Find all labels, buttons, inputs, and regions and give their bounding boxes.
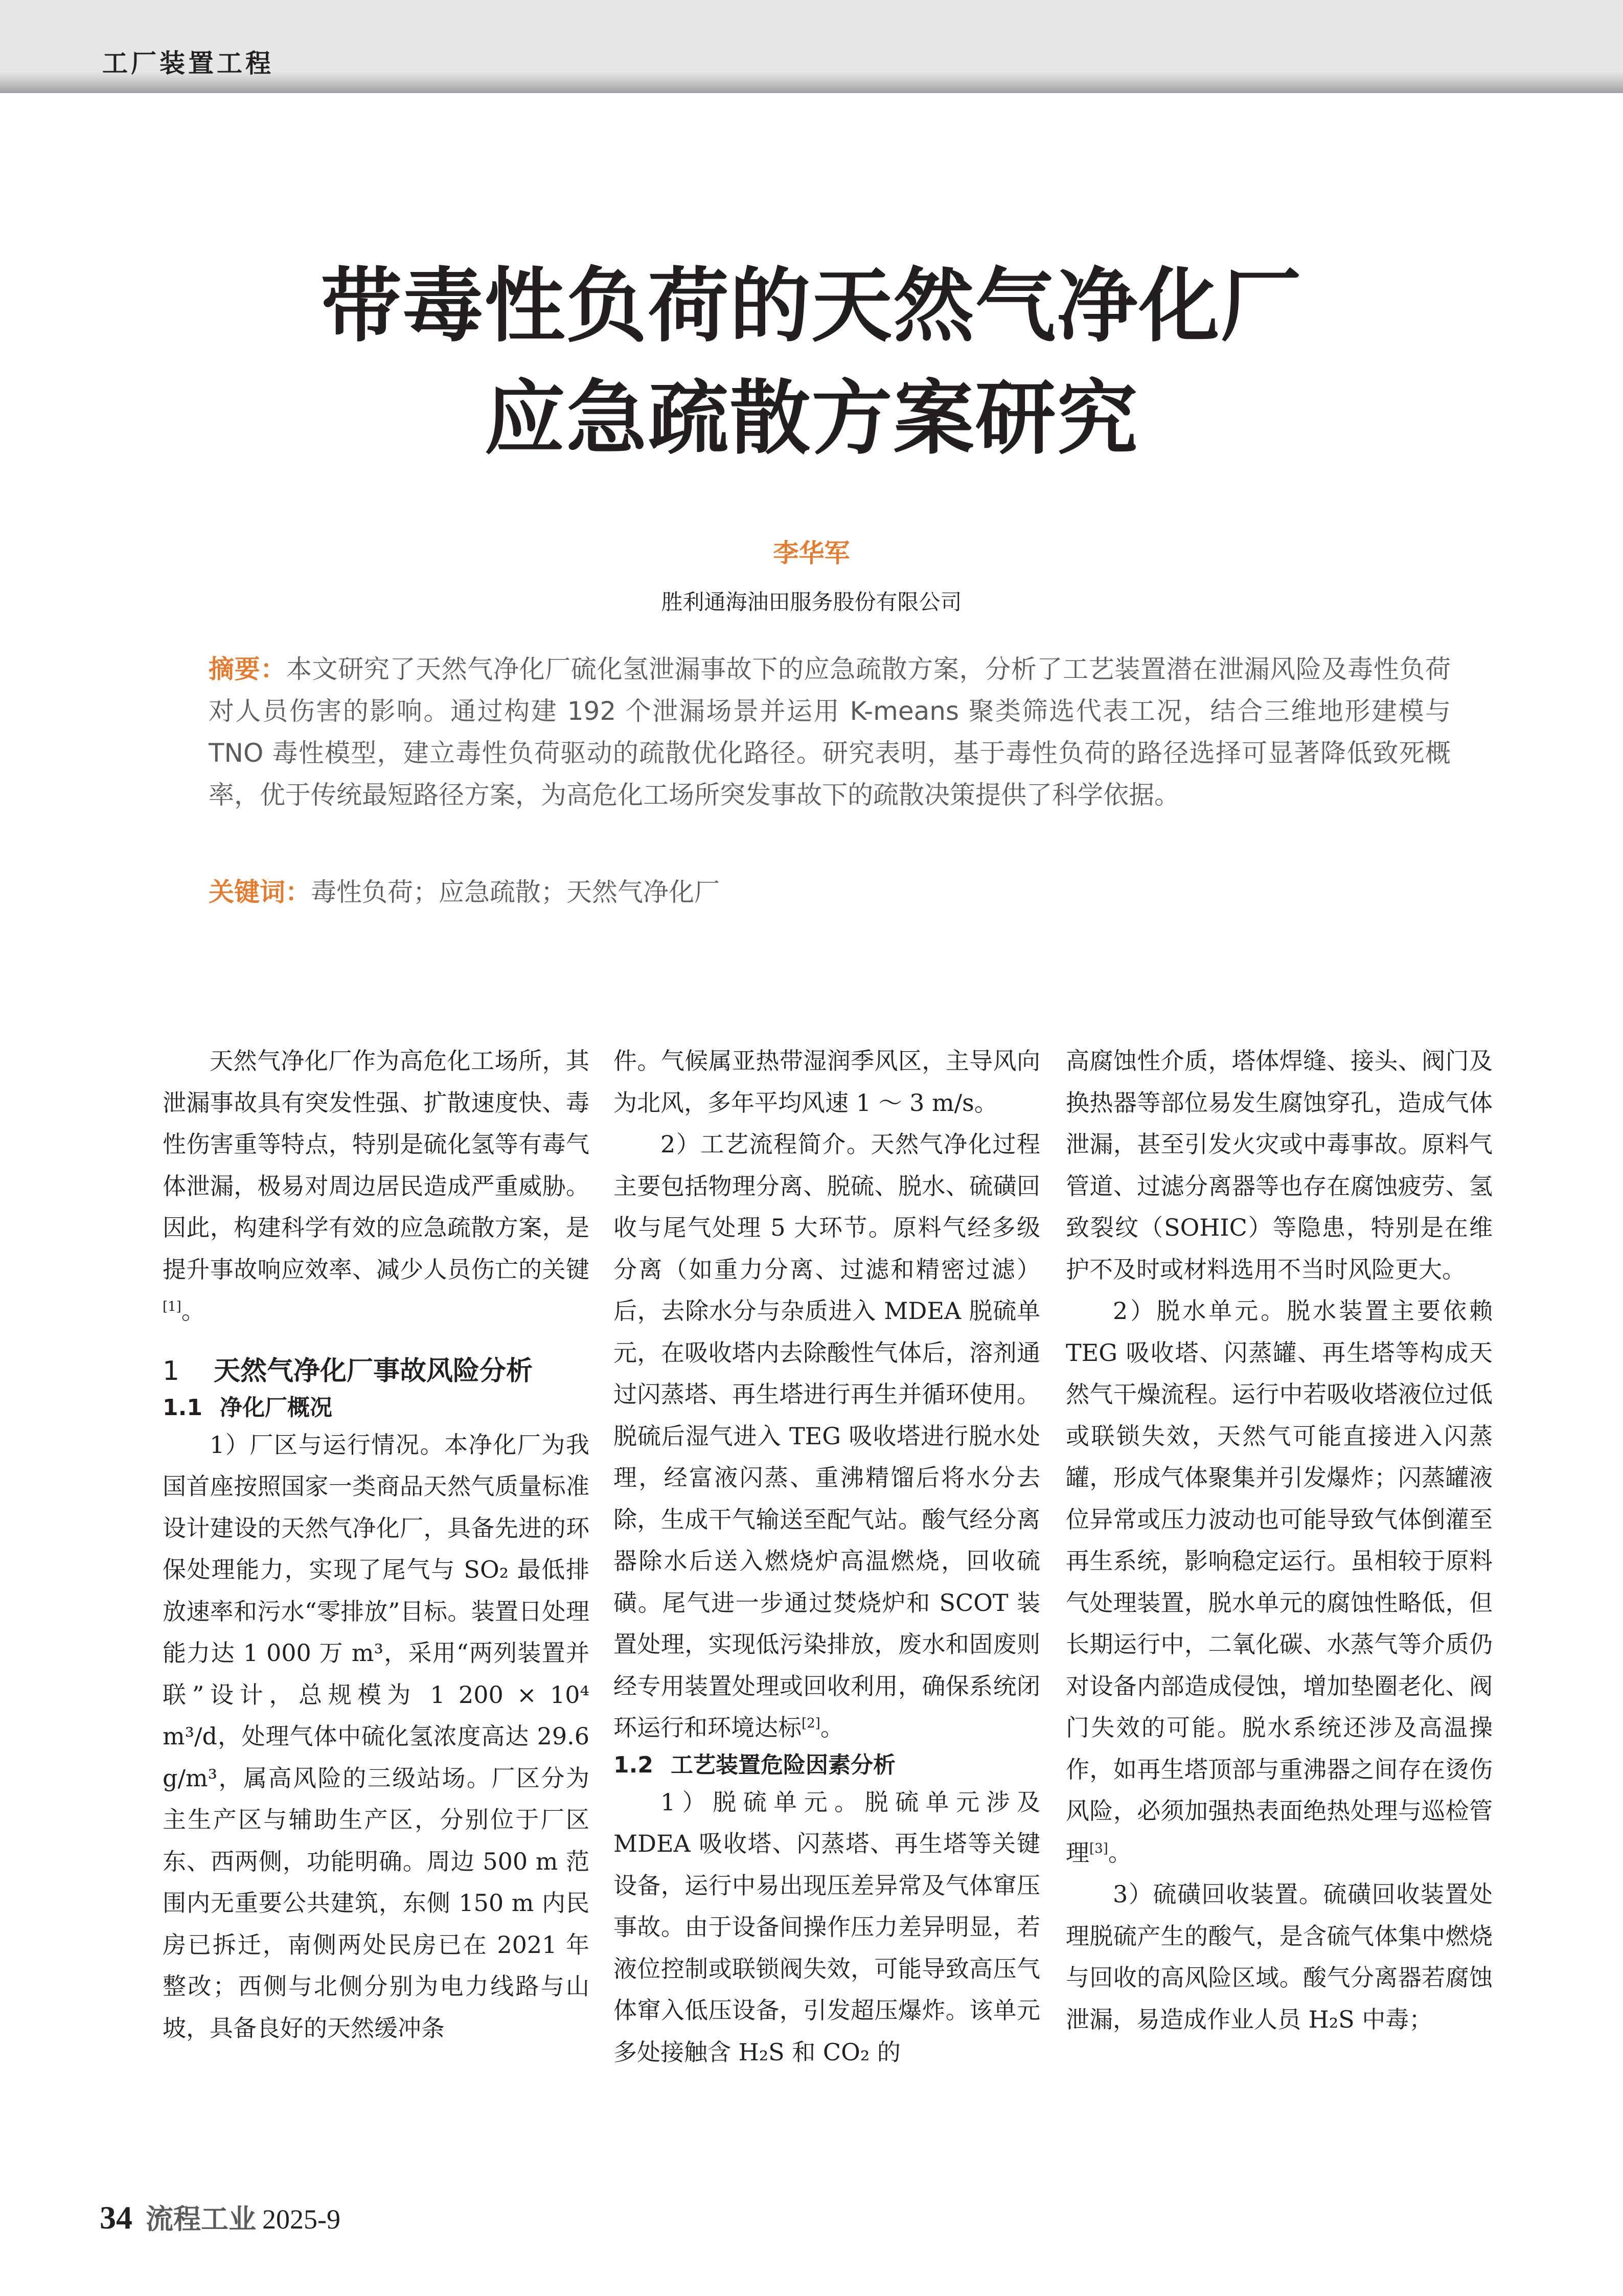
- article-title-line-2: 应急疏散方案研究: [484, 372, 1139, 466]
- section-number: 1: [163, 1355, 180, 1386]
- page-number: 34: [100, 2199, 132, 2236]
- body-column-1: [163, 1040, 589, 2049]
- abstract: [209, 648, 1451, 816]
- citation-ref[interactable]: [3]: [1089, 1840, 1108, 1856]
- subsection-heading-1-1: [163, 1392, 589, 1424]
- section-header-title: 工厂装置工程: [102, 49, 274, 78]
- article-title-line-1: 带毒性负荷的天然气净化厂: [321, 259, 1302, 353]
- process-flow-end: 。: [820, 1714, 844, 1741]
- intro-text: 天然气净化厂作为高危化工场所，其泄漏事故具有突发性强、扩散速度快、毒性伤害重等特点，特别是硫化氢等有毒气体泄漏，极易对周边居民造成严重威胁。因此，构建科学有效的应急疏散方案，是提升事故响应效率、减少人员伤亡的关键: [163, 1047, 589, 1283]
- subsection-heading-1-2: [613, 1749, 1040, 1782]
- paragraph-plant-overview-cont: 件。气候属亚热带湿润季风区，主导风向为北风，多年平均风速 1 ～ 3 m/s。: [613, 1047, 1040, 1117]
- paragraph-desulfurization: 1）脱硫单元。脱硫单元涉及 MDEA 吸收塔、闪蒸塔、再生塔等关键设备，运行中易出现压差异常及气体窜压事故。由于设备间操作压力差异明显，若液位控制或联锁阀失效，可能导致高压气体窜入低压设备，引发超压爆炸。该单元多处接触含 H₂S 和 CO₂ 的: [613, 1788, 1040, 2066]
- subsection-title: 净化厂概况: [220, 1394, 332, 1421]
- subsection-number: 1.1: [163, 1394, 202, 1421]
- subsection-number: 1.2: [613, 1752, 653, 1778]
- keywords-text: 毒性负荷；应急疏散；天然气净化厂: [311, 877, 720, 907]
- page-footer: [100, 2197, 340, 2237]
- paragraph-process-flow: [613, 1124, 1040, 1749]
- citation-ref[interactable]: [2]: [802, 1716, 820, 1731]
- paragraph-sulfur-recovery: 3）硫磺回收装置。硫磺回收装置处理脱硫产生的酸气，是含硫气体集中燃烧与回收的高风险区域。酸气分离器若腐蚀泄漏，易造成作业人员 H₂S 中毒；: [1066, 1880, 1493, 2033]
- journal-issue: 2025-9: [262, 2204, 340, 2235]
- paragraph-desulfurization-cont: 高腐蚀性介质，塔体焊缝、接头、阀门及换热器等部位易发生腐蚀穿孔，造成气体泄漏，甚至引发火灾或中毒事故。原料气管道、过滤分离器等也存在腐蚀疲劳、氢致裂纹（SOHIC）等隐患，特别是在维护不及时或材料选用不当时风险更大。: [1066, 1047, 1493, 1283]
- keywords: [209, 872, 1451, 908]
- subsection-title: 工艺装置危险因素分析: [671, 1752, 896, 1778]
- abstract-label: 摘要：: [209, 654, 286, 684]
- section-header-band: [0, 0, 1623, 93]
- citation-ref[interactable]: [1]: [163, 1299, 181, 1314]
- body-column-2: [613, 1040, 1040, 2073]
- abstract-text: 本文研究了天然气净化厂硫化氢泄漏事故下的应急疏散方案，分析了工艺装置潜在泄漏风险及毒性负荷对人员伤害的影响。通过构建 192 个泄漏场景并运用 K-means 聚类筛选代表工况，结合三维地形建模与 TNO 毒性模型，建立毒性负荷驱动的疏散优化路径。研究表明，基于毒性负荷的路径选择可显著降低致死概率，优于传统最短路径方案，为高危化工场所突发事故下的疏散决策提供了科学依据。: [209, 654, 1451, 810]
- keywords-label: 关键词：: [209, 877, 311, 907]
- dehydration-end: 。: [1108, 1838, 1132, 1867]
- dehydration-text: 2）脱水单元。脱水装置主要依赖 TEG 吸收塔、闪蒸罐、再生塔等构成天然气干燥流程。运行中若吸收塔液位过低或联锁失效，天然气可能直接进入闪蒸罐，形成气体聚集并引发爆炸；闪蒸罐液位异常或压力波动也可能导致气体倒灌至再生系统，影响稳定运行。虽相较于原料气处理装置，脱水单元的腐蚀性略低，但长期运行中，二氧化碳、水蒸气等介质仍对设备内部造成侵蚀，增加垫圈老化、阀门失效的可能。脱水系统还涉及高温操作，如再生塔顶部与重沸器之间存在烫伤风险，必须加强热表面绝热处理与巡检管理: [1066, 1297, 1493, 1867]
- section-title: 天然气净化厂事故风险分析: [214, 1355, 533, 1386]
- body-column-3: [1066, 1040, 1493, 2040]
- journal-name: 流程工业: [146, 2204, 256, 2235]
- intro-paragraph: [163, 1040, 589, 1332]
- process-flow-text: 2）工艺流程简介。天然气净化过程主要包括物理分离、脱硫、脱水、硫磺回收与尾气处理 5 大环节。原料气经多级分离（如重力分离、过滤和精密过滤）后，去除水分与杂质进入 MDEA 脱硫单元，在吸收塔内去除酸性气体后，溶剂通过闪蒸塔、再生塔进行再生并循环使用。脱硫后湿气进入 TEG 吸收塔进行脱水处理，经富液闪蒸、重沸精馏后将水分去除，生成干气输送至配气站。酸气经分离器除水后送入燃烧炉高温燃烧，回收硫磺。尾气进一步通过焚烧炉和 SCOT 装置处理，实现低污染排放，废水和固废则经专用装置处理或回收利用，确保系统闭环运行和环境达标: [613, 1130, 1040, 1741]
- intro-end: 。: [181, 1297, 205, 1325]
- paragraph-dehydration: [1066, 1290, 1493, 1874]
- paragraph-plant-overview: 1）厂区与运行情况。本净化厂为我国首座按照国家一类商品天然气质量标准设计建设的天然气净化厂，具备先进的环保处理能力，实现了尾气与 SO₂ 最低排放速率和污水“零排放”目标。装置日处理能力达 1 000 万 m³，采用“两列装置并联”设计，总规模为 1 200 × 10⁴ m³/d，处理气体中硫化氢浓度高达 29.6 g/m³，属高风险的三级站场。厂区分为主生产区与辅助生产区，分别位于厂区东、西两侧，功能明确。周边 500 m 范围内无重要公共建筑，东侧 150 m 内民房已拆迁，南侧两处民房已在 2021 年整改；西侧与北侧分别为电力线路与山坡，具备良好的天然缓冲条: [163, 1430, 589, 2042]
- author-name: 李华军: [773, 538, 850, 568]
- author-affiliation: 胜利通海油田服务股份有限公司: [661, 589, 962, 615]
- section-heading-1: [163, 1351, 589, 1392]
